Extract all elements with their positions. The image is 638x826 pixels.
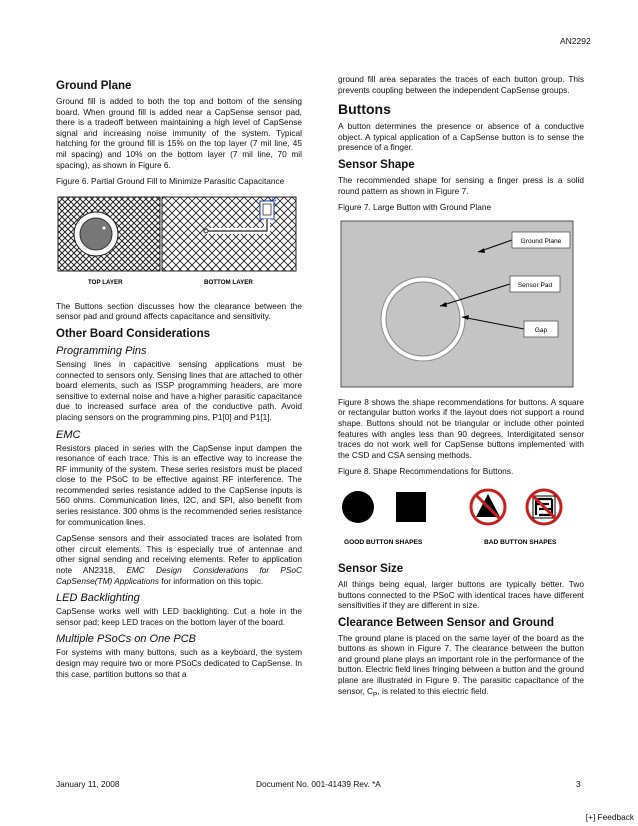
right-column (338, 74, 584, 707)
figure6-bottom-layer-label: BOTTOM LAYER (204, 278, 253, 286)
heading-buttons: Buttons (338, 101, 391, 118)
figure7-caption: Figure 7. Large Button with Ground Plane (338, 202, 492, 213)
heading-sensor-shape: Sensor Shape (338, 158, 415, 171)
figure6-chip-label: U1 (269, 196, 277, 203)
figure7-gap-label: Gap (534, 326, 548, 334)
heading-other-board-considerations: Other Board Considerations (56, 327, 210, 340)
heading-programming-pins: Programming Pins (56, 344, 147, 357)
figure8-intro-paragraph: Figure 8 shows the shape recommendations for buttons. A square or rectangular button works if the layout does not support a round shape. Buttons should not be triangular or include other pointed features with angles less than 90 degrees. Interdigitated sensor traces do not work well for CapSense buttons implemented with the CSD and CSA sensing methods. (338, 396, 584, 460)
clearance-paragraph: The ground plane is placed on the same layer of the board as the buttons as shown in Figure 7. The clearance between the button and ground plane plays an important role in the performance of the button. Electric field lines fringing between a button and the ground plane are illustrated in Figure 9. The parasitic capacitance of the sensor, $C_P$, is related to this electric field. (338, 632, 584, 699)
figure6-top-layer-label: TOP LAYER (88, 278, 123, 286)
bad-button-shapes-label: BAD BUTTON SHAPES (484, 538, 557, 546)
figure7-ground-plane-label: Ground Plane (520, 237, 562, 245)
programming-pins-paragraph: Sensing lines in capacitive sensing applications must be connected to sensors only. Sensing lines that are attached to other board elements, such as ISSP programming headers, are more sensitive to external noise and have a higher parasitic capacitance due to increased surface area of the conductive path. Avoid placing sensors on the programming pins, P1[0] and P1[1]. (56, 358, 302, 422)
an2318-title: EMC Design Considerations for PSoC CapSense(TM) Applications (56, 565, 303, 586)
heading-led-backlighting: LED Backlighting (56, 592, 140, 605)
continued-paragraph: ground fill area separates the traces of each button group. This prevents coupling between the independent CapSense groups. (338, 74, 584, 95)
heading-clearance: Clearance Between Sensor and Ground (338, 616, 555, 629)
figure6-caption: Figure 6. Partial Ground Fill to Minimize Parasitic Capacitance (56, 176, 285, 187)
buttons-paragraph: A button determines the presence or absence of a conductive object. A typical application of a CapSense button is to sense the presence of a finger. (338, 121, 584, 153)
bad-triangle-button (471, 490, 505, 524)
good-square-button (396, 492, 426, 522)
figure7-large-button (338, 219, 584, 391)
good-button-shapes-label: GOOD BUTTON SHAPES (344, 538, 423, 546)
good-round-button (342, 491, 374, 523)
figure6-ground-fill (56, 193, 302, 293)
top-layer-sensor-pad (80, 218, 112, 250)
figure8-caption: Figure 8. Shape Recommendations for Buttons. (338, 466, 514, 477)
figure7-sensor-pad-label: Sensor Pad (517, 281, 553, 289)
feedback-link[interactable]: [+] Feedback (585, 812, 634, 822)
heading-multiple-psocs: Multiple PSoCs on One PCB (56, 633, 197, 646)
left-column (56, 74, 302, 685)
heading-sensor-size: Sensor Size (338, 562, 404, 575)
footer-date: January 11, 2008 (56, 779, 120, 789)
bad-interdigitated-button (527, 490, 561, 524)
buttons-section-reference: The Buttons section discusses how the clearance between the sensor pad and ground affects capacitance and sensitivity. (56, 300, 302, 322)
sensor-size-paragraph: All things being equal, larger buttons are typically better. Two buttons connected to the PSoC with identical traces have different sensitivities if they are different in size. (338, 578, 584, 611)
heading-emc: EMC (56, 428, 81, 441)
emc-paragraph-1: Resistors placed in series with the CapSense input dampen the resonance of each trace. This is an effective way to increase the RF immunity of the system. These series resistors must be placed close to the PSoC to be effective against RF interference. The recommended series resistance added to the CapSense inputs is 560 ohms. Communication lines, I2C, and SPI, also benefit from series resistance. 300 ohms is the recommended series resistance for communication lines. (56, 442, 302, 527)
footer-page-number: 3 (576, 779, 581, 789)
heading-ground-plane: Ground Plane (56, 80, 132, 92)
figure8-button-shapes (338, 483, 584, 555)
sensor-pad-circle (386, 282, 460, 356)
multiple-psocs-paragraph: For systems with many buttons, such as a keyboard, the system design may require two or more PSoCs dedicated to CapSense. In this case, partition buttons so that a (56, 647, 302, 679)
document-code: AN2292 (560, 36, 591, 46)
ground-plane-paragraph: Ground fill is added to both the top and bottom of the sensing board. When ground fill is added near a CapSense sensor pad, there is a tradeoff between maintaining a high level of CapSense signal and increasing noise immunity of the system. Typical hatching for the ground fill is 15% on the top layer (7 mil line, 45 mil spacing) and 10% on the bottom layer (7 mil line, 70 mil spacing), as shown in Figure 6. (56, 96, 302, 170)
sensor-shape-paragraph: The recommended shape for sensing a finger press is a solid round pattern as shown in Figure 7. (338, 174, 584, 196)
footer-document-number: Document No. 001-41439 Rev. *A (256, 779, 381, 789)
led-backlighting-paragraph: CapSense works well with LED backlighting. Cut a hole in the sensor pad; keep LED traces on the bottom layer of the board. (56, 606, 302, 627)
emc-paragraph-2: CapSense sensors and their associated traces are isolated from other circuit elements. This is especially true of antennae and other signal sending and receiving elements. Refer to application note AN2318, EMC Design Considerations for PSoC CapSense(TM) Applications for information on this topic. (56, 533, 303, 586)
